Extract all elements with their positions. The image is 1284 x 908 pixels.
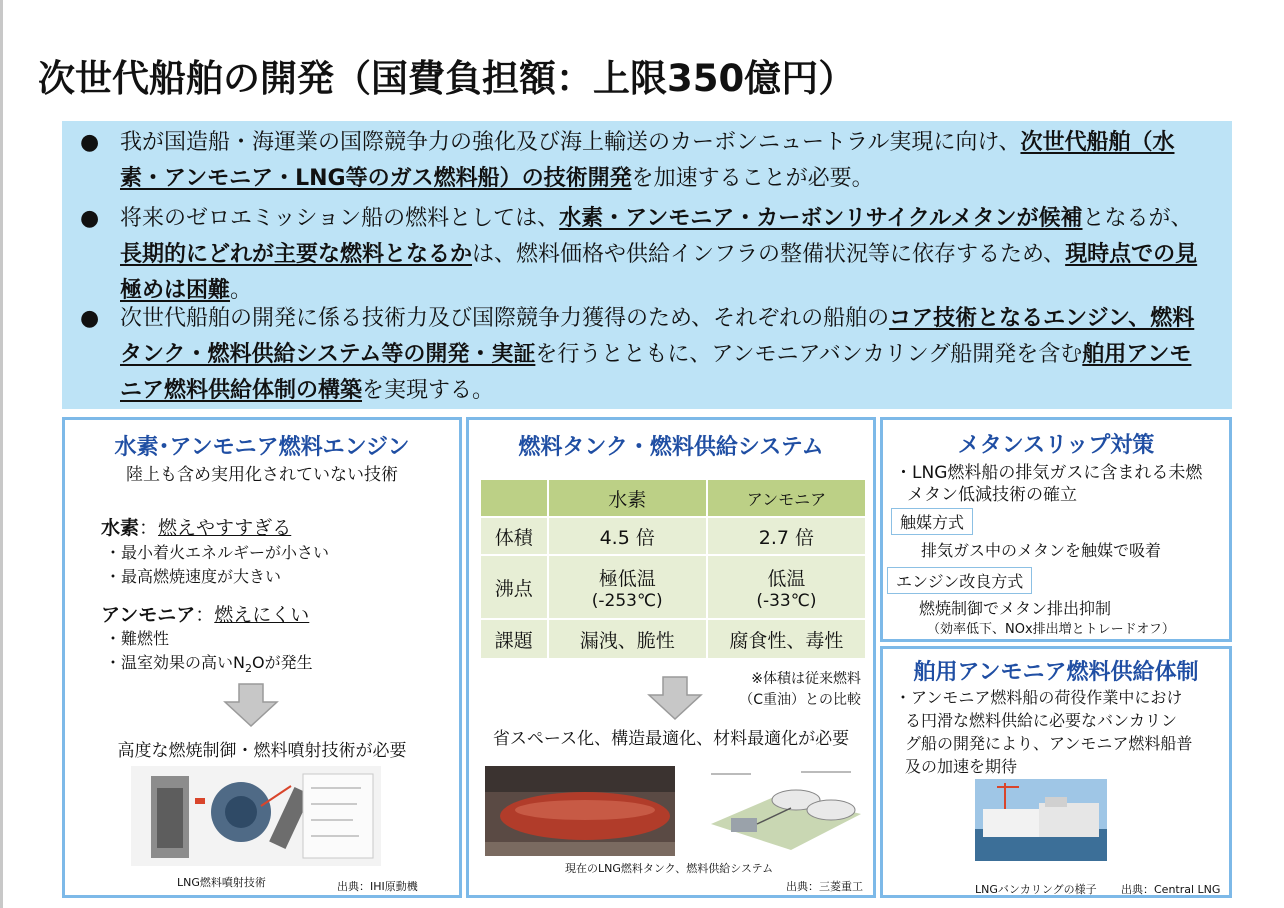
cell-sub: (-33℃) xyxy=(756,590,817,611)
engine-method-note: （効率低下、NOx排出増とトレードオフ） xyxy=(927,622,1175,637)
bullet-emphasis: 長期的にどれが主要な燃料となるか xyxy=(120,242,473,267)
nh3-sep: ： xyxy=(195,604,215,626)
table-cell: 体積 xyxy=(480,517,548,555)
h2-item-1: ・最小着火エネルギーが小さい xyxy=(105,543,330,562)
table-header-row xyxy=(480,479,866,517)
cell-main: 低温 xyxy=(767,567,806,590)
tank-source: 出典：三菱重工 xyxy=(786,880,863,893)
volume-note-2: （C重油）との比較 xyxy=(739,692,861,708)
table-cell: 課題 xyxy=(480,619,548,659)
bullet-text-1 xyxy=(120,125,1210,197)
bunkering-photo xyxy=(975,779,1107,861)
h2-item-2: ・最高燃焼速度が大きい xyxy=(105,567,282,586)
tank-panel xyxy=(466,417,876,898)
h2-sep: ： xyxy=(139,517,159,539)
methane-panel xyxy=(880,417,1232,642)
nh3-item-2-post: Oが発生 xyxy=(251,653,313,672)
nh3-issue: 燃えにくい xyxy=(214,604,310,626)
supply-desc-1: ・アンモニア燃料船の荷役作業中におけ xyxy=(895,688,1183,707)
engine-need: 高度な燃焼制御・燃料噴射技術が必要 xyxy=(117,741,407,761)
fuel-comparison-table xyxy=(479,478,867,660)
bullet-segment: 将来のゼロエミッション船の燃料としては、 xyxy=(120,206,560,231)
table-cell: 2.7 倍 xyxy=(707,517,866,555)
nh3-item-2-sub: 2 xyxy=(244,662,252,676)
engine-panel xyxy=(62,417,462,898)
methane-desc-2: メタン低減技術の確立 xyxy=(907,485,1077,505)
supply-panel xyxy=(880,646,1232,898)
engine-photo-caption: LNG燃料噴射技術 xyxy=(177,876,266,889)
table-cell xyxy=(548,555,707,619)
tank-title: 燃料タンク・燃料供給システム xyxy=(518,435,824,460)
supply-photo-caption: LNGバンカリングの様子 xyxy=(975,883,1097,896)
table-row xyxy=(480,517,866,555)
bullet-dot: ● xyxy=(80,130,100,155)
bullet-segment: を行うとともに、アンモニアバンカリング船開発を含む xyxy=(535,342,1083,367)
table-cell: 腐食性、毒性 xyxy=(707,619,866,659)
down-arrow-icon xyxy=(223,682,279,728)
table-cell: 沸点 xyxy=(480,555,548,619)
table-header: 水素 xyxy=(548,479,707,517)
bullet-text-2 xyxy=(120,201,1210,309)
bullet-segment: となるが、 xyxy=(1082,206,1193,231)
tank-photo xyxy=(485,766,675,856)
engine-title: 水素･アンモニア燃料エンジン xyxy=(114,435,410,460)
h2-label: 水素 xyxy=(101,517,140,539)
tank-need: 省スペース化、構造最適化、材料最適化が必要 xyxy=(492,729,850,749)
supply-source: 出典：Central LNG xyxy=(1121,883,1221,896)
nh3-label: アンモニア xyxy=(101,604,196,626)
engine-source: 出典：IHI原動機 xyxy=(337,880,418,893)
supply-desc-2: る円滑な燃料供給に必要なバンカリン xyxy=(905,711,1178,730)
bullet-emphasis: 次世代船舶（水素・アンモニア・LNG等のガス燃料船）の技術開発 xyxy=(120,130,1175,191)
engine-method-label: エンジン改良方式 xyxy=(887,567,1032,594)
table-row xyxy=(480,619,866,659)
table-header: アンモニア xyxy=(707,479,866,517)
table-row xyxy=(480,555,866,619)
bullet-emphasis: コア技術となるエンジン、燃料タンク・燃料供給システム等の開発・実証 xyxy=(120,306,1195,367)
page-title: 次世代船舶の開発（国費負担額：上限350億円） xyxy=(38,57,856,100)
supply-title: 舶用アンモニア燃料供給体制 xyxy=(913,660,1199,685)
bullet-segment: 。 xyxy=(230,278,253,303)
nh3-heading xyxy=(101,600,309,627)
bullet-segment: 我が国造船・海運業の国際競争力の強化及び海上輸送のカーボンニュートラル実現に向け、 xyxy=(120,130,1021,155)
supply-desc-3: グ船の開発により、アンモニア燃料船普 xyxy=(905,734,1193,753)
tank-photo-caption: 現在のLNG燃料タンク、燃料供給システム xyxy=(565,862,774,875)
table-header xyxy=(480,479,548,517)
catalyst-method-label: 触媒方式 xyxy=(891,508,973,535)
bullet-segment: を実現する。 xyxy=(362,378,495,403)
bullet-segment: 次世代船舶の開発に係る技術力及び国際競争力獲得のため、それぞれの船舶の xyxy=(120,306,890,331)
bullet-dot: ● xyxy=(80,306,100,331)
methane-title: メタンスリップ対策 xyxy=(957,433,1155,458)
engine-method-desc: 燃焼制御でメタン排出抑制 xyxy=(919,599,1112,618)
table-cell: 漏洩、脆性 xyxy=(548,619,707,659)
cell-main: 極低温 xyxy=(598,567,656,590)
volume-note-1: ※体積は従来燃料 xyxy=(751,671,861,687)
bullet-emphasis: 現時点での見極めは困難 xyxy=(120,242,1198,303)
table-cell: 4.5 倍 xyxy=(548,517,707,555)
table-cell xyxy=(707,555,866,619)
engine-subtitle: 陸上も含め実用化されていない技術 xyxy=(126,465,398,485)
bullet-emphasis: 舶用アンモニア燃料供給体制の構築 xyxy=(120,342,1192,403)
down-arrow-icon xyxy=(647,675,703,721)
bullet-text-3 xyxy=(120,301,1210,409)
nh3-item-1: ・難燃性 xyxy=(105,629,170,648)
engine-photo xyxy=(131,766,381,866)
bullet-segment: は、燃料価格や供給インフラの整備状況等に依存するため、 xyxy=(472,242,1066,267)
bullet-emphasis: 水素・アンモニア・カーボンリサイクルメタンが候補 xyxy=(559,206,1083,231)
cell-sub: (-253℃) xyxy=(591,590,663,611)
nh3-item-2 xyxy=(105,650,313,675)
supply-desc-4: 及の加速を期待 xyxy=(905,757,1018,776)
methane-desc-1: ・LNG燃料船の排気ガスに含まれる未燃 xyxy=(895,463,1203,483)
nh3-item-2-pre: ・温室効果の高いN xyxy=(105,653,245,672)
page-edge xyxy=(0,0,3,908)
h2-issue: 燃えやすすぎる xyxy=(158,517,292,539)
bullet-segment: を加速することが必要。 xyxy=(631,166,874,191)
fuel-system-diagram xyxy=(691,764,869,856)
h2-heading xyxy=(101,513,291,540)
summary-box xyxy=(62,121,1232,409)
bullet-dot: ● xyxy=(80,206,100,231)
catalyst-method-desc: 排気ガス中のメタンを触媒で吸着 xyxy=(921,541,1162,560)
